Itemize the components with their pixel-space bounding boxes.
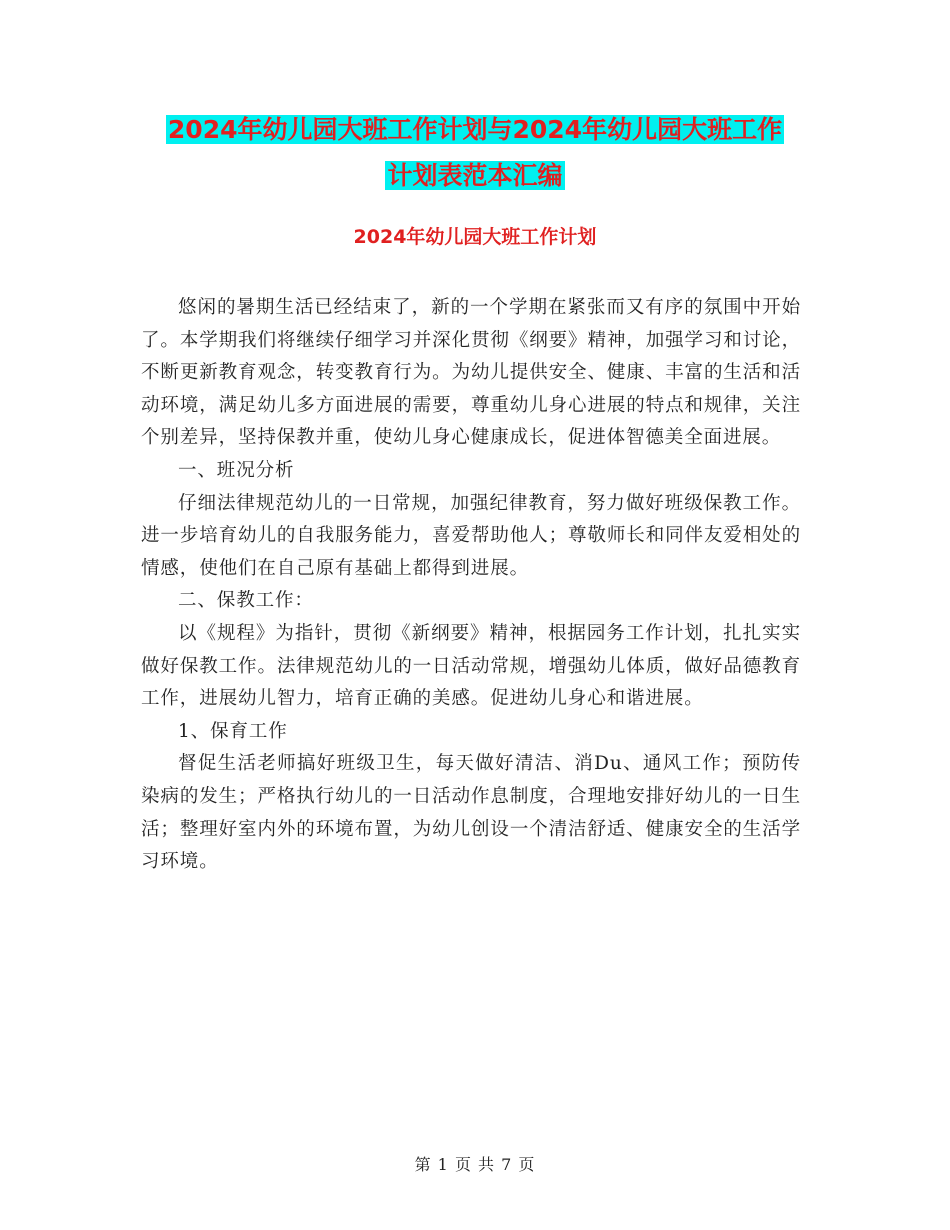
- title-line-1: 2024年幼儿园大班工作计划与2024年幼儿园大班工作: [167, 115, 783, 144]
- document-title: [140, 107, 810, 199]
- paragraph-intro: 悠闲的暑期生活已经结束了，新的一个学期在紧张而又有序的氛围中开始了。本学期我们将继续仔细学习并深化贯彻《纲要》精神，加强学习和讨论，不断更新教育观念，转变教育行为。为幼儿提供安全、健康、丰富的生活和活动环境，满足幼儿多方面进展的需要，尊重幼儿身心进展的特点和规律，关注个别差异，坚持保教并重，使幼儿身心健康成长，促进体智德美全面进展。: [141, 297, 801, 449]
- document-body: [141, 292, 801, 879]
- paragraph-care-education: 以《规程》为指针，贯彻《新纲要》精神，根据园务工作计划，扎扎实实做好保教工作。法律规范幼儿的一日活动常规，增强幼儿体质，做好品德教育工作，进展幼儿智力，培育正确的美感。促进幼儿身心和谐进展。: [141, 622, 801, 710]
- heading-care-education: 二、保教工作：: [178, 590, 314, 612]
- heading-nursing-work: 1、保育工作: [178, 720, 288, 742]
- page-footer: 第 1 页 共 7 页: [414, 1155, 536, 1174]
- paragraph-nursing-work: 督促生活老师搞好班级卫生，每天做好清洁、消Du、通风工作；预防传染病的发生；严格执行幼儿的一日活动作息制度，合理地安排好幼儿的一日生活；整理好室内外的环境布置，为幼儿创设一个清洁舒适、健康安全的生活学习环境。: [141, 753, 801, 873]
- heading-class-analysis: 一、班况分析: [178, 459, 295, 481]
- title-line-2: 计划表范本汇编: [387, 161, 563, 190]
- paragraph-class-analysis: 仔细法律规范幼儿的一日常规，加强纪律教育，努力做好班级保教工作。进一步培育幼儿的自我服务能力，喜爱帮助他人；尊敬师长和同伴友爱相处的情感，使他们在自己原有基础上都得到进展。: [141, 492, 801, 579]
- section-title: 2024年幼儿园大班工作计划: [353, 226, 597, 248]
